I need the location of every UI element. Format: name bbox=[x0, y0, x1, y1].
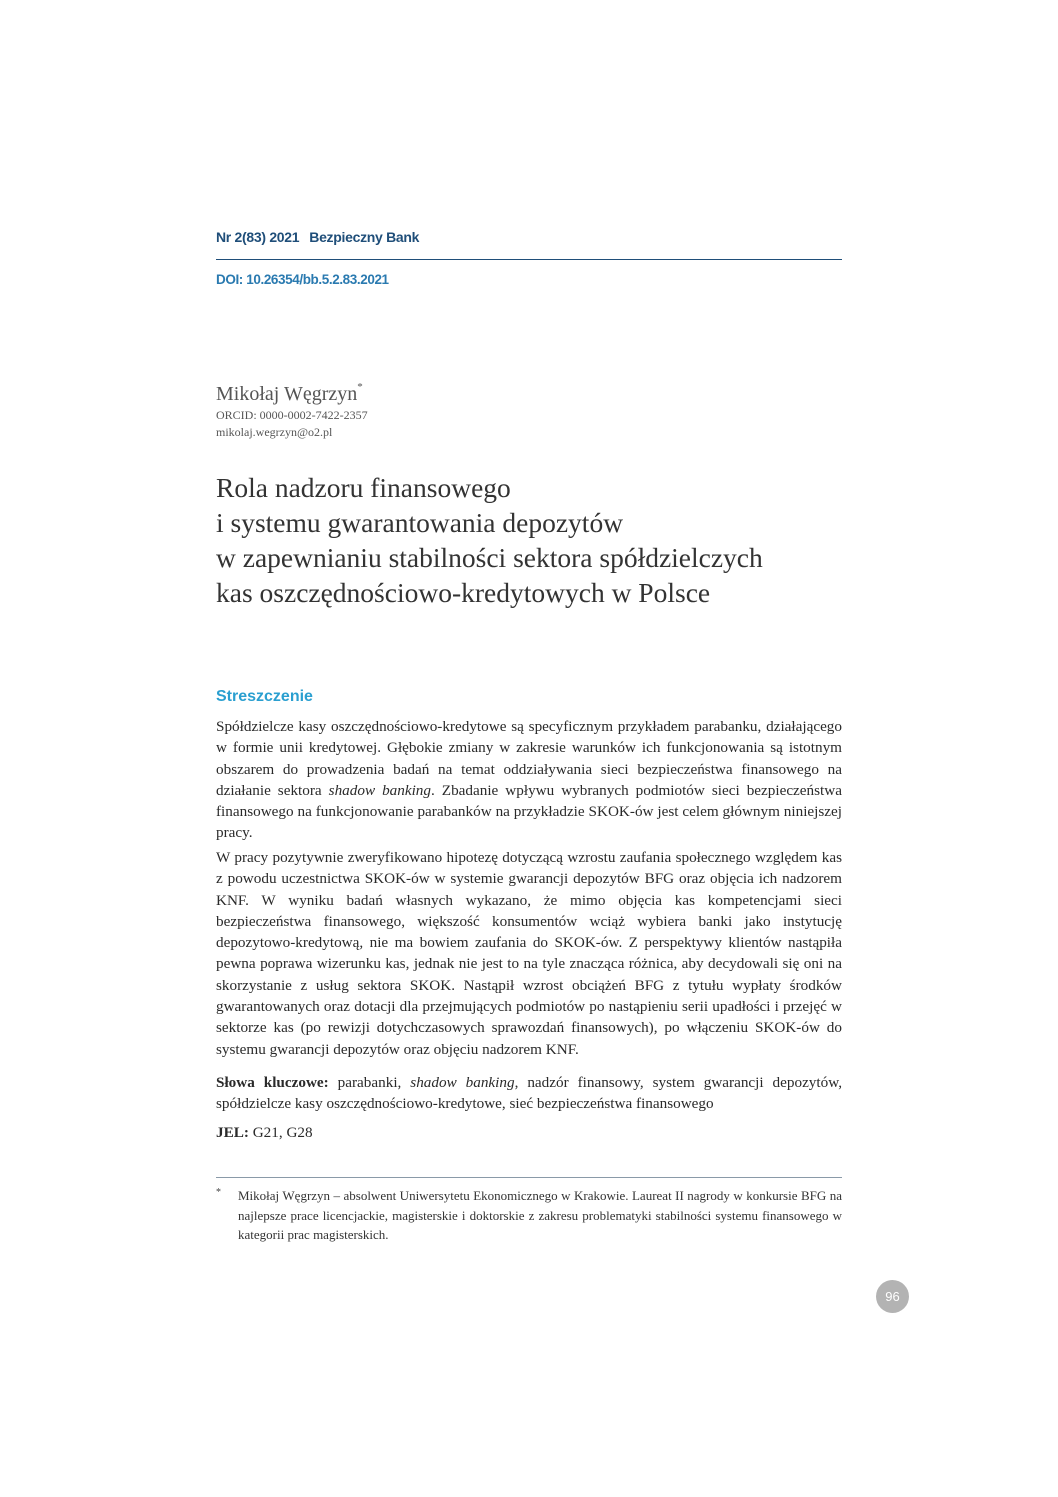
jel-codes bbox=[216, 1122, 842, 1143]
author-footnote-marker: * bbox=[357, 381, 363, 394]
doi-link[interactable]: DOI: 10.26354/bb.5.2.83.2021 bbox=[216, 272, 389, 287]
article-title bbox=[216, 470, 856, 610]
abstract-text: W pracy pozytywnie zweryfikowano hipotezę dotyczącą wzrostu zaufania społecznego względem kas z powodu uczestnictwa SKOK-ów w systemie gwarancji depozytów BFG oraz objęcia ich nadzorem KNF. W wyniku badań własnych wykazano, że mimo objęcia kas kompetencjami sieci bezpieczeństwa finansowego, większość konsumentów wciąż wybiera banki jako instytucję depozytowo-kredytową, nie ma bowiem zaufania do SKOK-ów. Z perspektywy klientów nastąpiła pewna poprawa wizerunku kas, jednak nie jest to na tyle znacząca różnica, aby decydowali się oni na skorzystanie z usług sektora SKOK. Nastąpił wzrost obciążeń BFG z tytułu wypłaty środków gwarantowanych oraz dotacji dla przejmujących podmiotów po nastąpieniu serii upadłości i przejęć w sektorze kas (po rewizji dotychczasowych sprawozdań finansowych), po włączeniu SKOK-ów do systemu gwarancji depozytów oraz objęciu nadzorem KNF. bbox=[216, 849, 842, 1058]
abstract-heading: Streszczenie bbox=[216, 688, 313, 705]
title-line: kas oszczędnościowo-kredytowych w Polsce bbox=[216, 577, 711, 608]
footnote-marker: * bbox=[216, 1187, 221, 1198]
keywords-label: Słowa kluczowe: bbox=[216, 1074, 329, 1091]
keywords-text: parabanki, bbox=[328, 1074, 411, 1091]
jel-label: JEL: bbox=[216, 1124, 249, 1141]
keywords-text: , nadzór finansowy, system gwarancji depozytów, spółdzielcze kasy oszczędnościowo-kredytowe, sieć bezpieczeństwa finansowego bbox=[216, 1074, 842, 1113]
journal-name: Bezpieczny Bank bbox=[309, 229, 420, 245]
author-email[interactable]: mikolaj.wegrzyn@o2.pl bbox=[216, 425, 333, 439]
title-line: w zapewnianiu stabilności sektora spółdzielczych bbox=[216, 542, 763, 573]
footnote-text: Mikołaj Węgrzyn – absolwent Uniwersytetu Ekonomicznego w Krakowie. Laureat II nagrody w konkursie BFG na najlepsze prace licencjackie, magisterskie i doktorskie z zakresu problematyki stabilności systemu finansowego w kategorii prac magisterskich. bbox=[238, 1188, 842, 1242]
title-line: i systemu gwarantowania depozytów bbox=[216, 507, 624, 538]
journal-header bbox=[216, 229, 419, 245]
page-number-badge: 96 bbox=[876, 1280, 909, 1313]
abstract-paragraph-1 bbox=[216, 716, 842, 844]
issue-number: Nr 2(83) 2021 bbox=[216, 229, 300, 245]
keywords-italic: shadow banking bbox=[410, 1074, 515, 1091]
author-name-text: Mikołaj Węgrzyn bbox=[216, 383, 358, 405]
author-name bbox=[216, 383, 363, 406]
abstract-italic-term: shadow banking bbox=[328, 781, 431, 799]
title-line: Rola nadzoru finansowego bbox=[216, 472, 511, 503]
keywords bbox=[216, 1072, 842, 1115]
header-divider bbox=[216, 259, 842, 260]
abstract-text: . Zbadanie wpływu wybranych podmiotów sieci bezpieczeństwa finansowego na funkcjonowanie parabanków na przykładzie SKOK-ów jest celem głównym niniejszej pracy. bbox=[216, 781, 842, 842]
jel-value: G21, G28 bbox=[248, 1124, 313, 1141]
abstract-paragraph-2 bbox=[216, 847, 842, 1060]
abstract-text: Spółdzielcze kasy oszczędnościowo-kredytowe są specyficznym przykładem parabanku, działającego w formie unii kredytowej. Głębokie zmiany w zakresie warunków ich funkcjonowania są istotnym obszarem do prowadzenia badań na temat oddziaływania sieci bezpieczeństwa finansowego na działanie sektora bbox=[216, 718, 842, 799]
author-orcid: ORCID: 0000-0002-7422-2357 bbox=[216, 408, 368, 422]
footnote-divider bbox=[216, 1177, 842, 1178]
